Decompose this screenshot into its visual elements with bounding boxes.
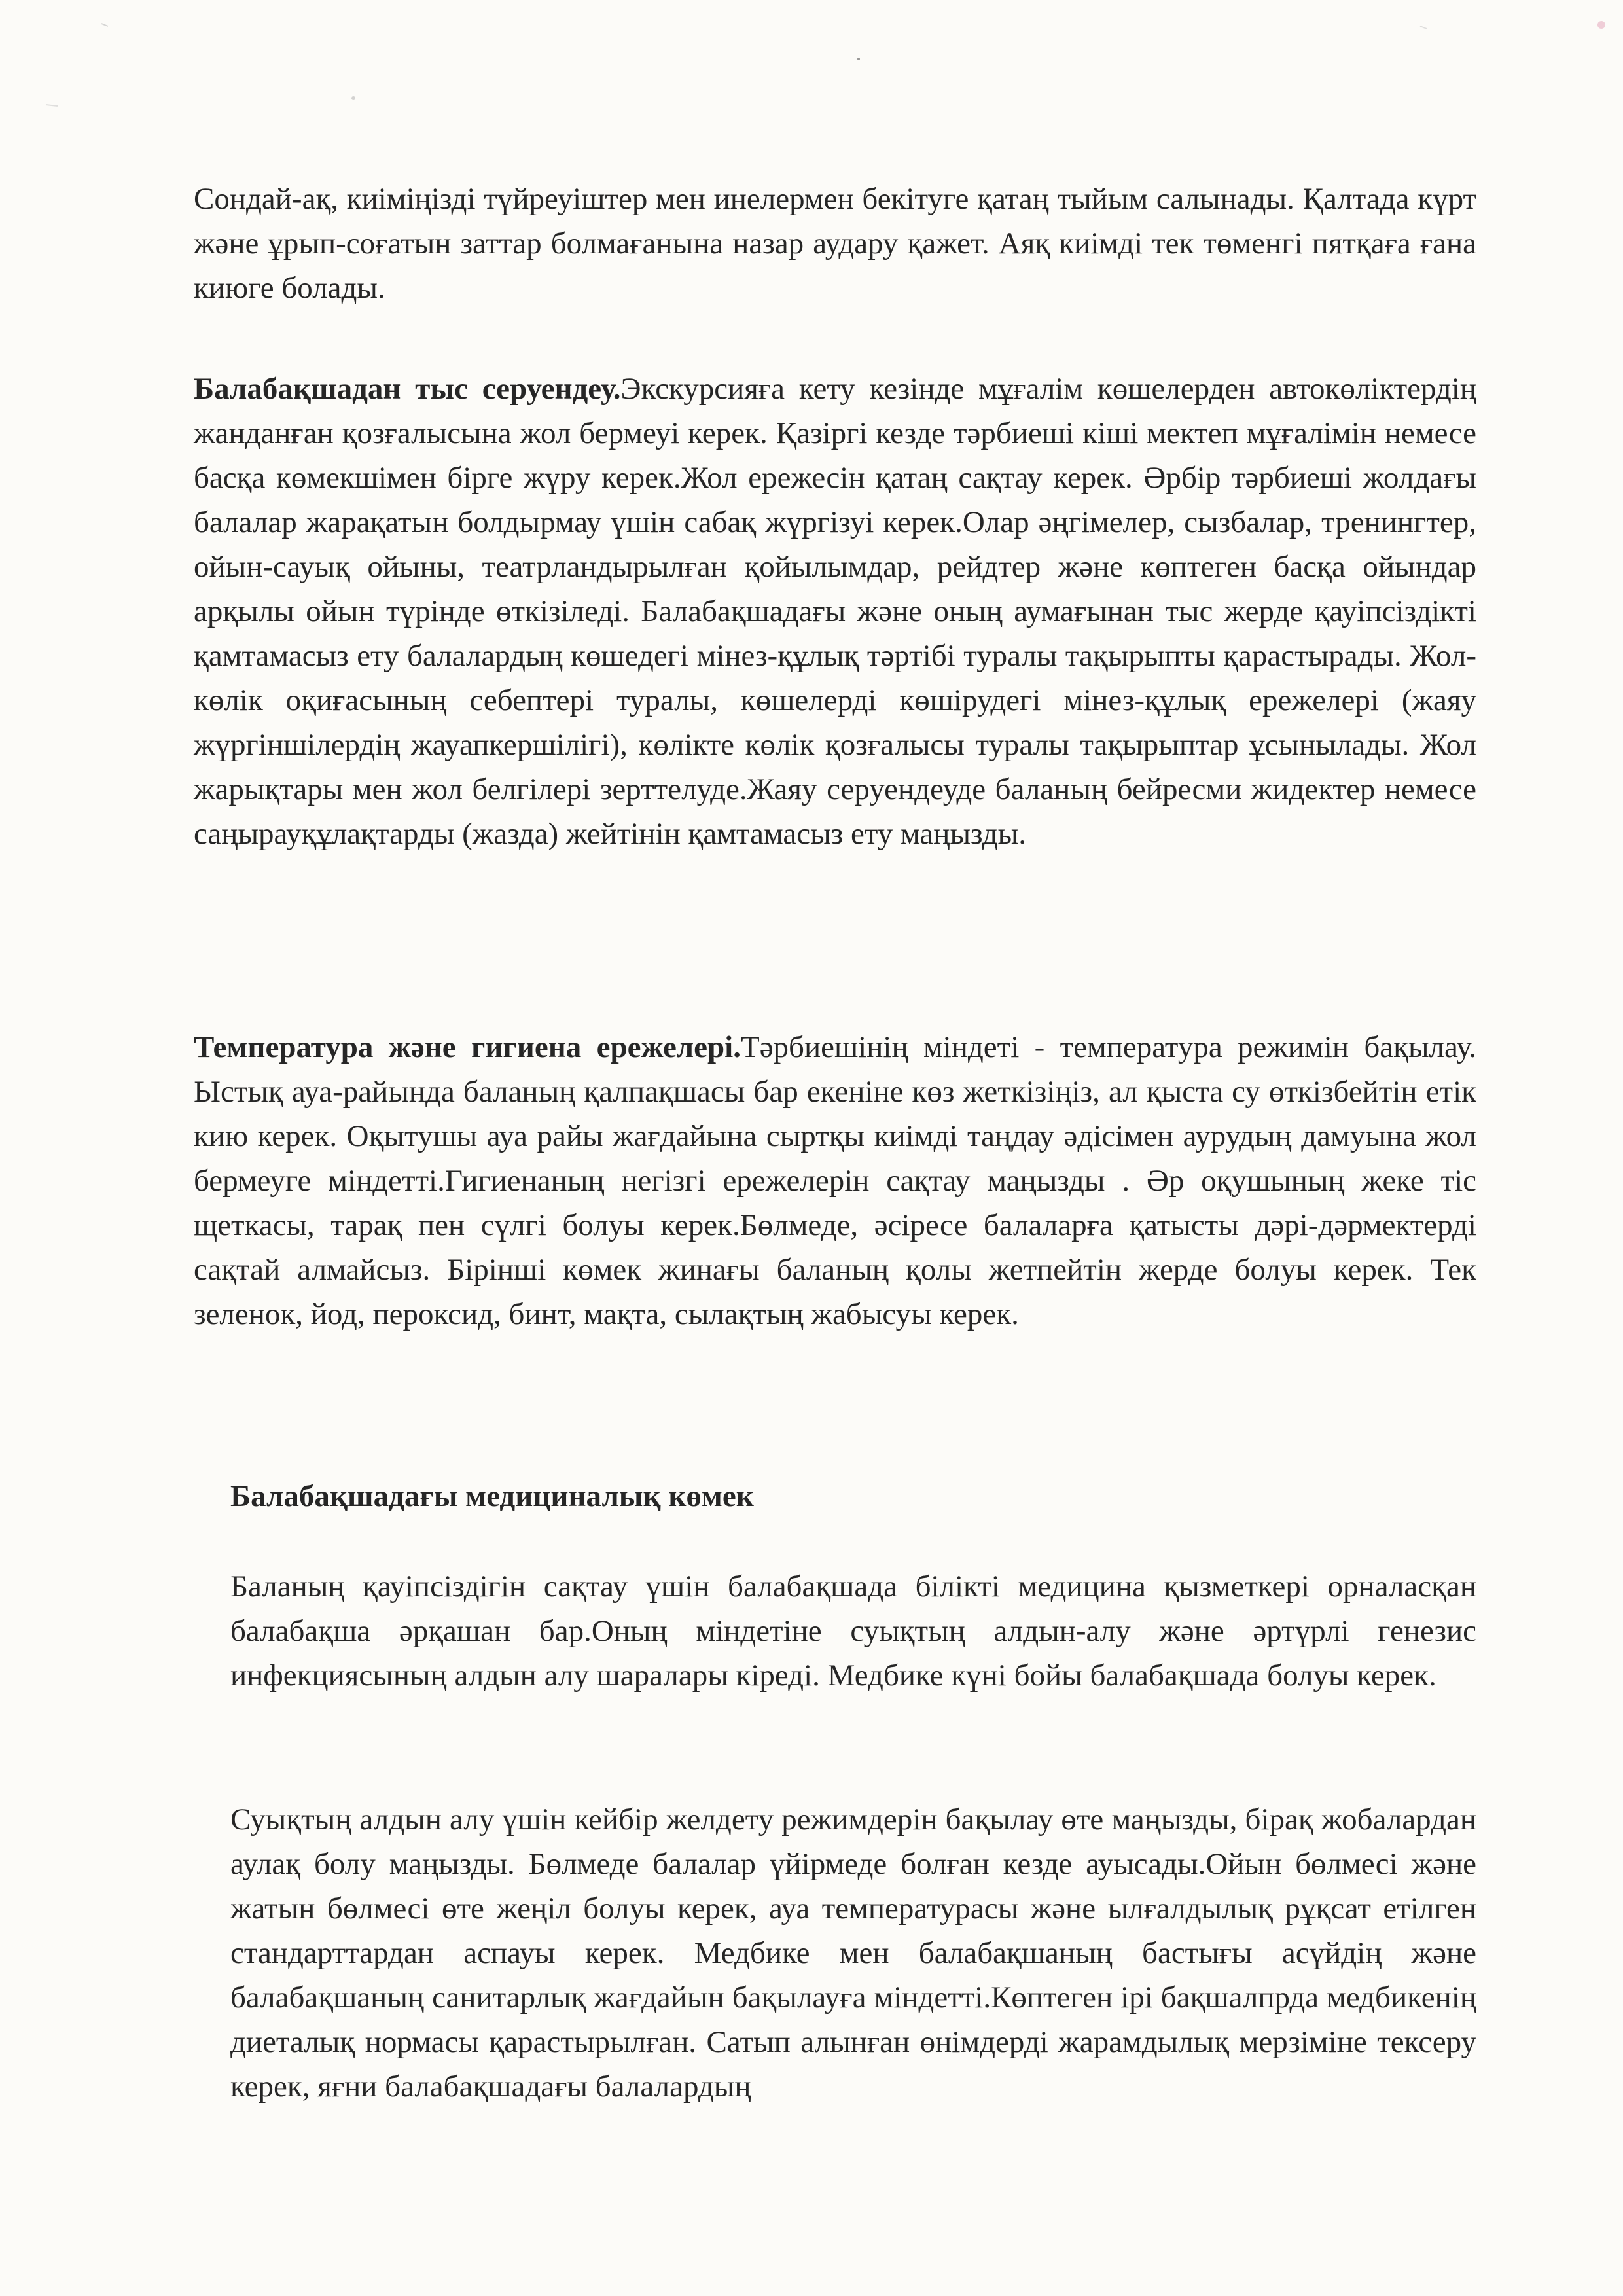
section-text-walks: Экскурсияға кету кезінде мұғалім көшелерден автокөліктердің жанданған қозғалысына жол бермеуі керек. Қазіргі кезде тәрбиеші кіші мектеп мұғалімін немесе басқа көмекшімен бірге жүру керек.Жол ережесін қатаң сақтау керек. Әрбір тәрбиеші жолдағы балалар жарақатын болдырмау үшін сабақ жүргізуі керек.Олар әңгімелер, сызбалар, тренингтер, ойын-сауық ойыны, театрландырылған қойылымдар, рейдтер және көптеген басқа ойындар арқылы ойын түрінде өткізіледі. Балабақшадағы және оның аумағынан тыс жерде қауіпсіздікті қамтамасыз ету балалардың көшедегі мінез-құлық тәртібі туралы тақырыпты қарастырады. Жол-көлік оқиғасының себептері туралы, көшелерді көшірудегі мінез-құлық ережелері (жаяу жүргіншілердің жауапкершілігі), көлікте көлік қозғалысы туралы тақырыптар ұсынылады. Жол жарықтары мен жол белгілері зерттелуде.Жаяу серуендеуде баланың бейресми жидектер немесе саңырауқұлақтарды (жазда) жейтінін қамтамасыз ету маңызды. [194,372,1476,851]
heading-medical-help: Балабақшадағы медициналық көмек [230,1479,754,1513]
paragraph-temperature-hygiene [194,1025,1476,1336]
section-title-temperature: Температура және гигиена ережелері. [194,1030,741,1064]
scan-speck [1420,26,1427,29]
section-text-temperature: Тәрбиешінің міндеті - температура режимін бақылау. Ыстық ауа-райында баланың қалпақшасы бар екеніне көз жеткізіңіз, ал қыста су өткізбейтін етік кию керек. Оқытушы ауа райы жағдайына сыртқы киімді таңдау әдісімен аурудың дамуына жол бермеуге міндетті.Гигиенаның негізгі ережелерін сақтау маңызды . Әр оқушының жеке тіс щеткасы, тарақ пен сүлгі болуы керек.Бөлмеде, әсіресе балаларға қатысты дәрі-дәрмектерді сақтай алмайсыз. Бірінші көмек жинағы баланың қолы жетпейтін жерде болуы керек. Тек зеленок, йод, пероксид, бинт, мақта, сылақтың жабысуы керек. [194,1030,1476,1331]
paragraph-cold-prevention: Суықтың алдын алу үшін кейбір желдету режимдерін бақылау өте маңызды, бірақ жобалардан аулақ болу маңызды. Бөлмеде балалар үйірмеде болған кезде ауысады.Ойын бөлмесі және жатын бөлмесі өте жеңіл болуы керек, ауа температурасы және ылғалдылық рұқсат етілген стандарттардан аспауы керек. Медбике мен балабақшаның бастығы асүйдің және балабақшаның санитарлық жағдайын бақылауға міндетті.Көптеген ірі бақшалпрда медбикенің диеталық нормасы қарастырылған. Сатып алынған өнімдерді жарамдылық мерзіміне тексеру керек, яғни балабақшадағы балалардың [230,1803,1476,2104]
scan-speck [1597,21,1605,29]
section-title-walks: Балабақшадан тыс серуендеу. [194,372,621,406]
paragraph-clothing: Сондай-ақ, киіміңізді түйреуіштер мен инелермен бекітуге қатаң тыйым салынады. Қалтада күрт және ұрып-соғатын заттар болмағанына назар аудару қажет. Аяқ киімді тек төменгі пятқаға ғана киюге болады. [194,182,1476,305]
scan-speck [101,24,108,26]
paragraph-medical-staff: Баланың қауіпсіздігін сақтау үшін балабақшада білікті медицина қызметкері орналасқан балабақша әрқашан бар.Оның міндетіне суықтың алдын-алу және әртүрлі генезис инфекциясының алдын алу шаралары кіреді. Медбике күні бойы балабақшада болуы керек. [230,1570,1476,1693]
paragraph-walks [194,367,1476,856]
scan-speck [351,96,355,100]
scan-speck [857,58,860,60]
scan-speck [46,105,58,106]
